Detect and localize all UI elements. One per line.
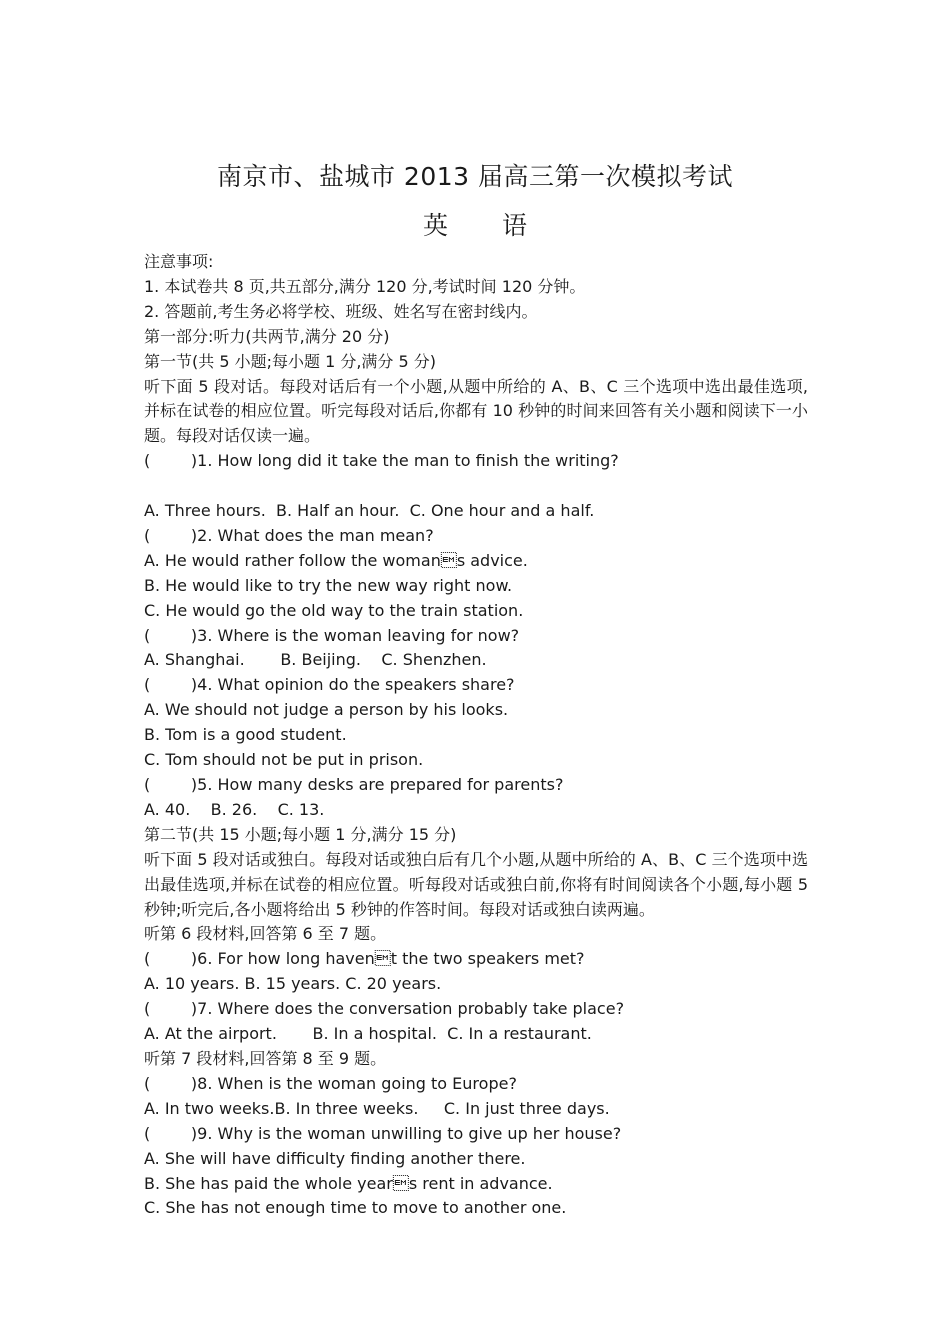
spacer: [144, 474, 808, 499]
exam-title: 南京市、盐城市 2013 届高三第一次模拟考试: [216, 162, 734, 191]
question-4-option-a: A. We should not judge a person by his looks.: [144, 700, 509, 720]
material-6-heading: 听第 6 段材料,回答第 6 至 7 题。: [144, 924, 387, 944]
question-5-options: A. 40. B. 26. C. 13.: [144, 799, 325, 819]
question-2: ( )2. What does the man mean?: [144, 525, 434, 545]
question-9-option-b: B. She has paid the whole years rent in advance.: [144, 1173, 553, 1193]
question-3-options: A. Shanghai. B. Beijing. C. Shenzhen.: [144, 650, 487, 670]
question-3: ( )3. Where is the woman leaving for now?: [144, 625, 520, 645]
question-8: ( )8. When is the woman going to Europe?: [144, 1073, 517, 1093]
question-9: ( )9. Why is the woman unwilling to give up her house?: [144, 1123, 622, 1143]
notice-item-1: 1. 本试卷共 8 页,共五部分,满分 120 分,考试时间 120 分钟。: [144, 276, 586, 296]
question-5: ( )5. How many desks are prepared for parents?: [144, 775, 564, 795]
notice-heading: 注意事项:: [144, 252, 214, 271]
question-9-option-a: A. She will have difficulty finding another there.: [144, 1148, 526, 1168]
question-8-options: A. In two weeks.B. In three weeks. C. In just three days.: [144, 1098, 610, 1118]
section2-title: 第二节(共 15 小题;每小题 1 分,满分 15 分): [144, 824, 457, 844]
subject-title: [0, 206, 950, 242]
section1-title: 第一节(共 5 小题;每小题 1 分,满分 5 分): [144, 351, 437, 371]
section2-instructions: 听下面 5 段对话或独白。每段对话或独白后有几个小题,从题中所给的 A、B、C 三个选项中选出最佳选项,并标在试卷的相应位置。听每段对话或独白前,你将有时间阅读各个小题,每小题 5 秒钟;听完后,各小题将给出 5 秒钟的作答时间。每段对话或独白读两遍。: [144, 849, 808, 919]
question-4-option-c: C. Tom should not be put in prison.: [144, 750, 424, 770]
question-7: ( )7. Where does the conversation probably take place?: [144, 999, 625, 1019]
part1-title: 第一部分:听力(共两节,满分 20 分): [144, 326, 390, 346]
question-4: ( )4. What opinion do the speakers share?: [144, 675, 515, 695]
question-1-options: A. Three hours. B. Half an hour. C. One hour and a half.: [144, 501, 595, 521]
notice-item-2: 2. 答题前,考生务必将学校、班级、姓名写在密封线内。: [144, 301, 538, 321]
question-6: ( )6. For how long havent the two speakers met?: [144, 949, 585, 969]
subject-char-1: 英: [422, 211, 448, 240]
subject-char-2: 语: [502, 211, 528, 240]
question-7-options: A. At the airport. B. In a hospital. C. In a restaurant.: [144, 1024, 592, 1044]
question-2-option-c: C. He would go the old way to the train station.: [144, 600, 524, 620]
question-2-option-b: B. He would like to try the new way right now.: [144, 575, 513, 595]
section1-instructions: 听下面 5 段对话。每段对话后有一个小题,从题中所给的 A、B、C 三个选项中选出最佳选项,并标在试卷的相应位置。听完每段对话后,你都有 10 秒钟的时间来回答有关小题和阅读下一小题。每段对话仅读一遍。: [144, 376, 808, 446]
question-1: ( )1. How long did it take the man to finish the writing?: [144, 451, 619, 471]
material-7-heading: 听第 7 段材料,回答第 8 至 9 题。: [144, 1048, 387, 1068]
question-2-option-a: A. He would rather follow the womans advice.: [144, 550, 528, 570]
question-9-option-c: C. She has not enough time to move to another one.: [144, 1198, 567, 1218]
question-4-option-b: B. Tom is a good student.: [144, 725, 347, 745]
exam-body: [144, 250, 808, 1221]
question-6-options: A. 10 years. B. 15 years. C. 20 years.: [144, 974, 442, 994]
